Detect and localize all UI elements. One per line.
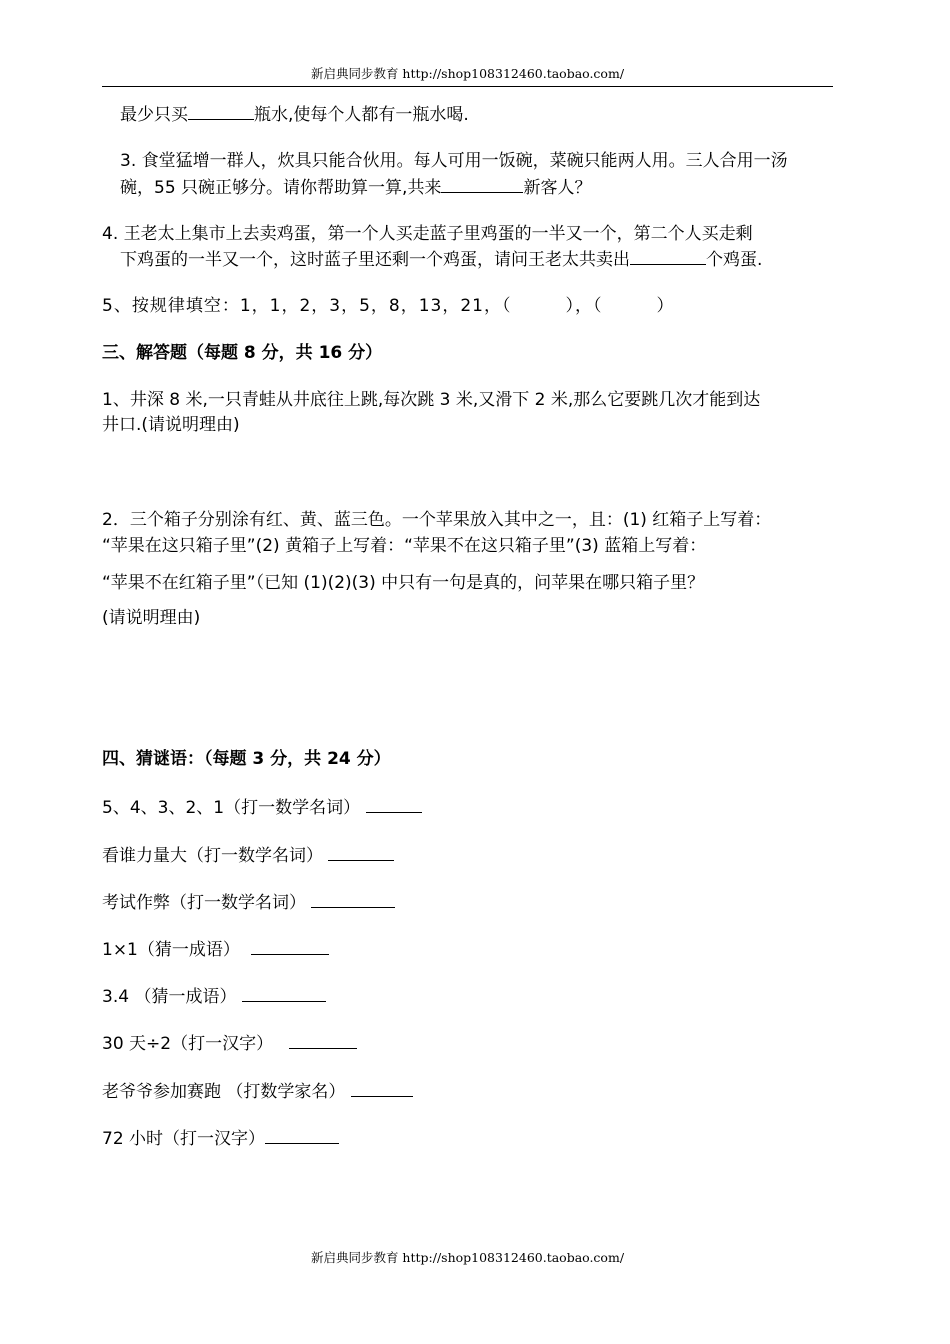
riddle-text: 30 天÷2（打一汉字） [102,1034,274,1054]
q4-line2 [120,248,762,271]
riddle-item [102,891,395,914]
answer-blank[interactable] [366,796,422,813]
page-header: 新启典同步教育 http://shop108312460.taobao.com/ [102,64,833,87]
q2-continued [120,103,469,126]
riddle-item [102,938,329,961]
answer-blank[interactable] [441,176,523,193]
s3-q2-line3: “苹果不在红箱子里”（已知 (1)(2)(3) 中只有一句是真的，问苹果在哪只箱子里？ [102,573,705,593]
q2-text-before: 最少只买 [120,105,188,125]
q5-sequence: 5、按规律填空：1，1，2，3，5，8，13，21，（ ），（ ） [102,296,675,316]
q4-line1: 4. 王老太上集市上去卖鸡蛋，第一个人买走蓝子里鸡蛋的一半又一个，第二个人买走剩 [102,224,753,244]
riddle-item [102,1080,413,1103]
q3-line1: 3. 食堂猛增一群人，炊具只能合伙用。每人可用一饭碗，菜碗只能两人用。三人合用一汤 [120,151,788,171]
q4-text-before: 下鸡蛋的一半又一个，这时蓝子里还剩一个鸡蛋，请问王老太共卖出 [120,250,630,270]
page-footer: 新启典同步教育 http://shop108312460.taobao.com/ [310,1250,625,1265]
riddle-item [102,985,326,1008]
s3-q2-line4: (请说明理由) [102,608,201,628]
answer-blank[interactable] [251,938,329,955]
riddle-text: 老爷爷参加赛跑 （打数学家名） [102,1082,346,1102]
riddle-text: 3.4 （猜一成语） [102,987,237,1007]
answer-blank[interactable] [242,985,326,1002]
riddle-item [102,796,422,819]
riddle-text: 看谁力量大（打一数学名词） [102,846,323,866]
riddle-item [102,1127,339,1150]
riddle-text: 5、4、3、2、1（打一数学名词） [102,798,361,818]
riddle-text: 1×1（猜一成语） [102,940,240,960]
s3-q2-line1: 2．三个箱子分别涂有红、黄、蓝三色。一个苹果放入其中之一，且：(1) 红箱子上写着： [102,510,772,530]
q2-text-after: 瓶水,使每个人都有一瓶水喝. [254,105,469,125]
answer-blank[interactable] [289,1032,357,1049]
riddle-text: 考试作弊（打一数学名词） [102,893,306,913]
riddle-text: 72 小时（打一汉字） [102,1129,266,1149]
riddle-item [102,844,394,867]
q4-text-after: 个鸡蛋. [706,250,763,270]
answer-blank[interactable] [188,103,254,120]
answer-blank[interactable] [265,1127,339,1144]
q3-text-before: 碗，55 只碗正够分。请你帮助算一算,共来 [120,178,442,198]
s3-q1-line1: 1、井深 8 米,一只青蛙从井底往上跳,每次跳 3 米,又滑下 2 米,那么它要跳几次才能到达 [102,390,761,410]
answer-blank[interactable] [351,1080,413,1097]
riddle-item [102,1032,357,1055]
s3-q2-line2: “苹果在这只箱子里”(2) 黄箱子上写着：“苹果不在这只箱子里”(3) 蓝箱上写着： [102,536,707,556]
s3-q1-line2: 井口.(请说明理由) [102,415,240,435]
answer-blank[interactable] [328,844,394,861]
answer-blank[interactable] [311,891,395,908]
section4-heading: 四、猜谜语：（每题 3 分，共 24 分） [102,749,391,769]
section3-heading: 三、解答题（每题 8 分，共 16 分） [102,343,383,363]
q3-text-after: 新客人？ [523,178,592,198]
q3-line2 [120,176,591,199]
answer-blank[interactable] [630,248,706,265]
